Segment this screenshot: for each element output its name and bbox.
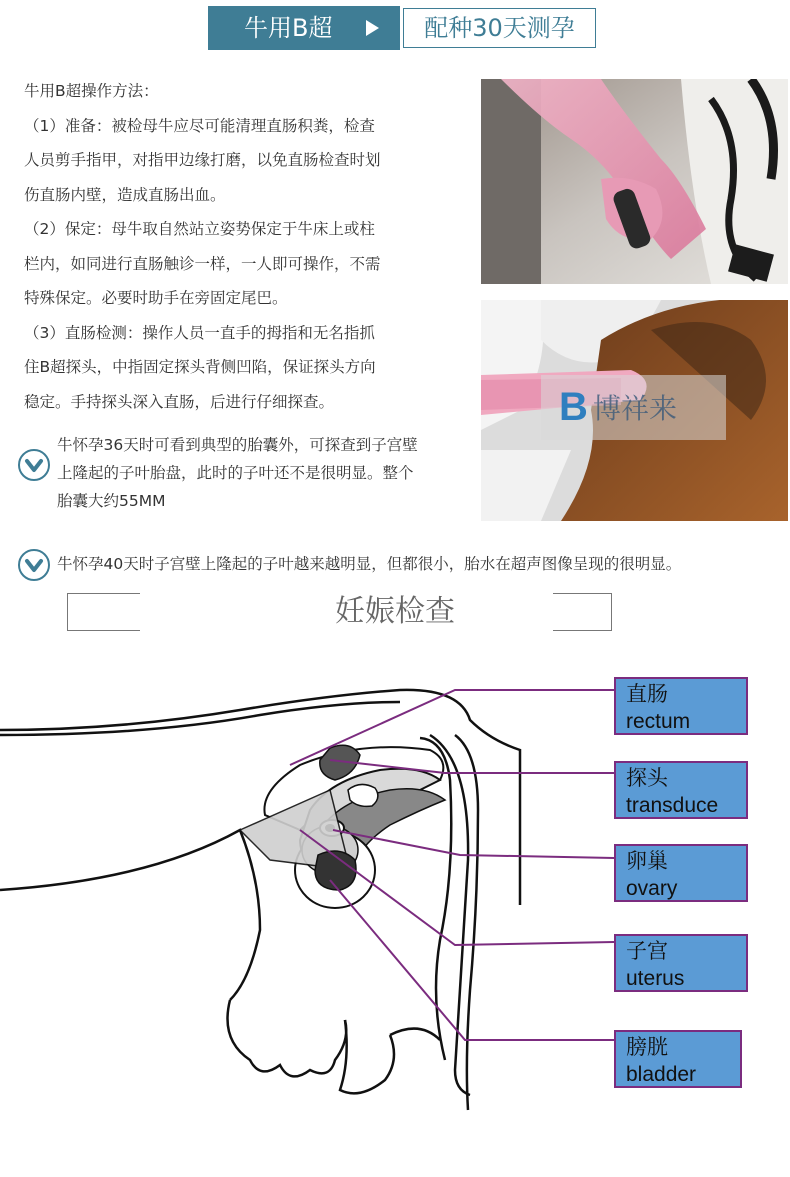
- label-cn: 子宫: [626, 940, 668, 963]
- banner-right-title: 配种30天测孕: [403, 8, 596, 48]
- note-line: 牛怀孕40天时子宫壁上隆起的子叶越来越明显，但都很小，胎水在超声图像呈现的很明显。: [57, 555, 682, 573]
- chevron-down-icon: [18, 549, 50, 581]
- label-en: transduce: [626, 794, 719, 817]
- banner-left-title: 牛用B超: [208, 6, 400, 50]
- label-en: ovary: [626, 877, 678, 900]
- note-line: 牛怀孕36天时可看到典型的胎囊外，可探查到子宫壁: [57, 436, 418, 454]
- instruction-line: 稳定。手持探头深入直肠，后进行仔细探查。: [24, 392, 335, 411]
- instruction-line: 人员剪手指甲，对指甲边缘打磨，以免直肠检查时划: [24, 151, 381, 169]
- pregnancy-36-note: [57, 431, 475, 515]
- label-uterus: [614, 934, 748, 992]
- play-arrow-icon: [366, 20, 379, 36]
- label-cn: 探头: [626, 767, 668, 790]
- instruction-line: 住B超探头，中指固定探头背侧凹陷，保证探头方向: [24, 358, 376, 376]
- label-bladder: [614, 1030, 742, 1088]
- section-title: 妊娠检查: [335, 594, 455, 629]
- note-line: 胎囊大约55MM: [57, 492, 166, 510]
- header-banner: [208, 6, 596, 50]
- pregnancy-40-note: [57, 550, 787, 578]
- instruction-line: 栏内，如同进行直肠触诊一样，一人即可操作，不需: [24, 254, 381, 273]
- watermark-logo: B: [559, 385, 588, 429]
- probe-handling-photo: [481, 79, 788, 284]
- instruction-line: （3）直肠检测：操作人员一直手的拇指和无名指抓: [24, 323, 375, 342]
- chevron-down-icon: [18, 449, 50, 481]
- label-cn: 直肠: [626, 683, 668, 706]
- label-en: rectum: [626, 710, 691, 733]
- label-en: uterus: [626, 967, 685, 990]
- watermark-text: 博祥来: [593, 392, 678, 425]
- cow-outline: [0, 690, 520, 1110]
- instructions-text: [24, 74, 464, 419]
- instruction-line: 特殊保定。必要时助手在旁固定尾巴。: [24, 289, 288, 307]
- instructions-heading: 牛用B超操作方法：: [24, 82, 159, 100]
- label-ovary: [614, 844, 748, 902]
- note-line: 上隆起的子叶胎盘，此时的子叶还不是很明显。整个: [57, 464, 414, 482]
- label-rectum: [614, 677, 748, 735]
- label-en: bladder: [626, 1063, 697, 1086]
- instruction-line: （1）准备：被检母牛应尽可能清理直肠积粪，检查: [24, 116, 375, 135]
- label-transducer: [614, 761, 748, 819]
- label-cn: 膀胱: [626, 1036, 668, 1059]
- label-cn: 卵巢: [626, 850, 668, 873]
- instruction-line: 伤直肠内壁，造成直肠出血。: [24, 185, 226, 204]
- instruction-line: （2）保定：母牛取自然站立姿势保定于牛床上或柱: [24, 220, 375, 238]
- rectal-probe-photo: [481, 300, 788, 521]
